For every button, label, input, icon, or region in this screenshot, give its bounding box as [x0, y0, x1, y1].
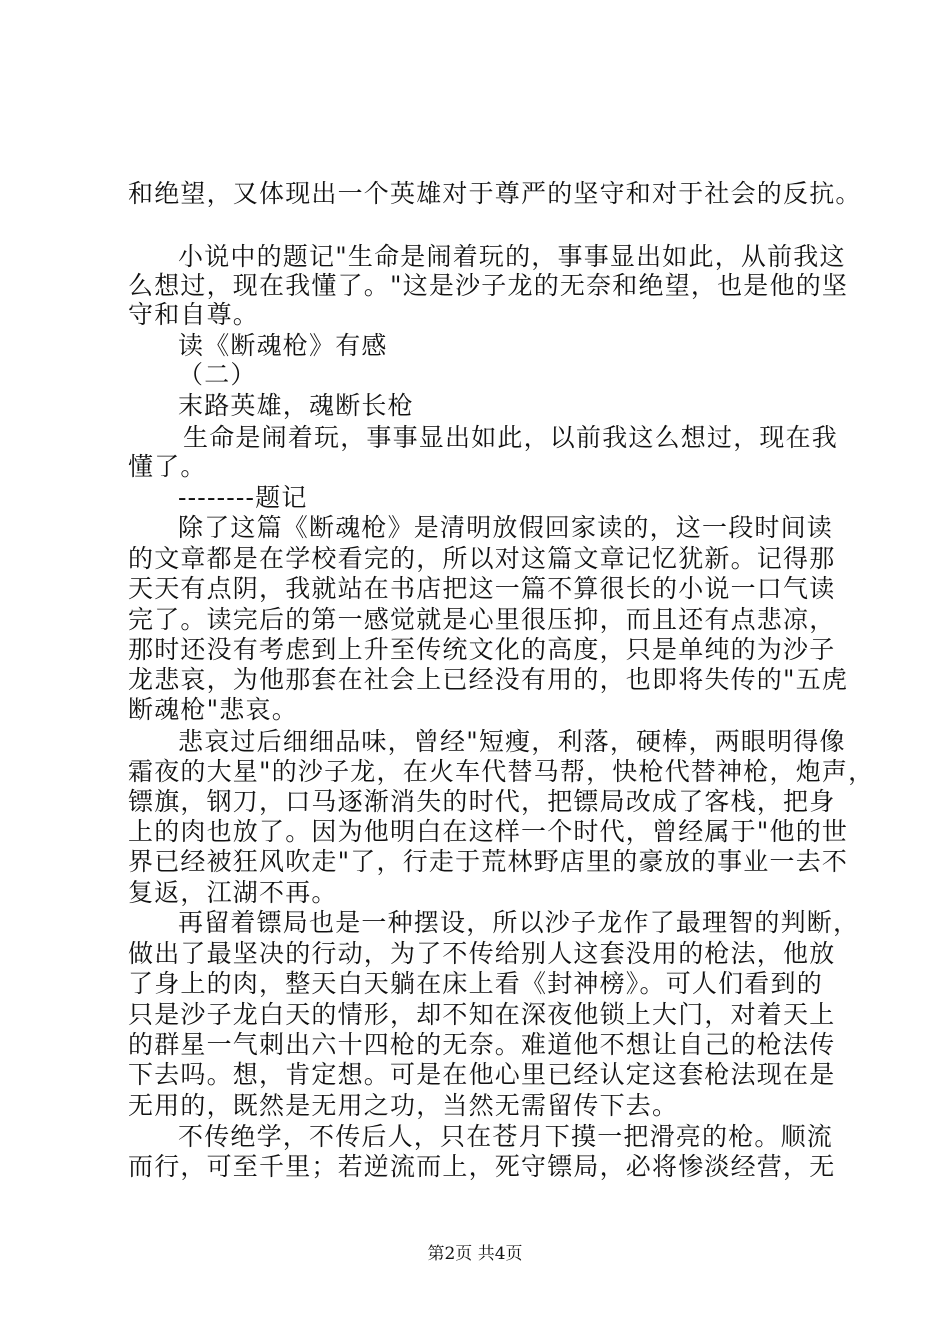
text-line: 除了这篇《断魂枪》是清明放假回家读的，这一段时间读 — [178, 513, 834, 542]
text-line: 镖旗，钢刀，口马逐渐消失的时代，把镖局改成了客栈，把身 — [128, 787, 836, 816]
text-line: 末路英雄，魂断长枪 — [178, 391, 414, 420]
text-line: （二） — [178, 360, 257, 389]
text-line: 上的肉也放了。因为他明白在这样一个时代，曾经属于"他的世 — [128, 817, 849, 846]
text-line: 而行，可至千里；若逆流而上，死守镖局，必将惨淡经营，无 — [128, 1152, 836, 1181]
text-line: 界已经被狂风吹走"了，行走于荒林野店里的豪放的事业一去不 — [128, 847, 849, 876]
text-line: 无用的，既然是无用之功，当然无需留传下去。 — [128, 1091, 679, 1120]
text-line: 懂了。 — [128, 452, 207, 481]
text-line: 小说中的题记"生命是闹着玩的，事事显出如此，从前我这 — [178, 242, 846, 271]
text-line: 那时还没有考虑到上升至传统文化的高度，只是单纯的为沙子 — [128, 635, 836, 664]
text-line: 天天有点阴，我就站在书店把这一篇不算很长的小说一口气读 — [128, 574, 836, 603]
text-line: 再留着镖局也是一种摆设，所以沙子龙作了最理智的判断， — [178, 908, 860, 937]
text-line: 不传绝学，不传后人，只在苍月下摸一把滑亮的枪。顺流 — [178, 1122, 834, 1151]
text-line: 只是沙子龙白天的情形，却不知在深夜他锁上大门，对着天上 — [128, 1000, 836, 1029]
text-line: 读《断魂枪》有感 — [178, 331, 388, 360]
text-line: 的群星一气刺出六十四枪的无奈。难道他不想让自己的枪法传 — [128, 1030, 836, 1059]
text-line: 完了。读完后的第一感觉就是心里很压抑，而且还有点悲凉， — [128, 605, 836, 634]
text-line: 和绝望，又体现出一个英雄对于尊严的坚守和对于社会的反抗。 — [128, 179, 862, 208]
text-line: 了身上的肉，整天白天躺在床上看《封神榜》。可人们看到的 — [128, 969, 823, 998]
text-line: --------题记 — [178, 483, 308, 512]
page-footer: 第2页 共4页 — [427, 1244, 523, 1264]
text-line: 复返，江湖不再。 — [128, 878, 338, 907]
text-line: 守和自尊。 — [128, 300, 260, 329]
text-line: 龙悲哀，为他那套在社会上已经没有用的，也即将失传的"五虎 — [128, 665, 849, 694]
text-line: 霜夜的大星"的沙子龙，在火车代替马帮，快枪代替神枪，炮声， — [128, 757, 875, 786]
text-line: 断魂枪"悲哀。 — [128, 695, 298, 724]
text-line: 下去吗。想，肯定想。可是在他心里已经认定这套枪法现在是 — [128, 1060, 836, 1089]
text-line: 生命是闹着玩，事事显出如此，以前我这么想过，现在我 — [183, 423, 839, 452]
text-line: 么想过，现在我懂了。"这是沙子龙的无奈和绝望，也是他的坚 — [128, 271, 849, 300]
text-line: 做出了最坚决的行动，为了不传给别人这套没用的枪法，他放 — [128, 939, 836, 968]
text-line: 悲哀过后细细品味，曾经"短瘦，利落，硬棒，两眼明得像 — [178, 727, 846, 756]
text-line: 的文章都是在学校看完的，所以对这篇文章记忆犹新。记得那 — [128, 544, 836, 573]
